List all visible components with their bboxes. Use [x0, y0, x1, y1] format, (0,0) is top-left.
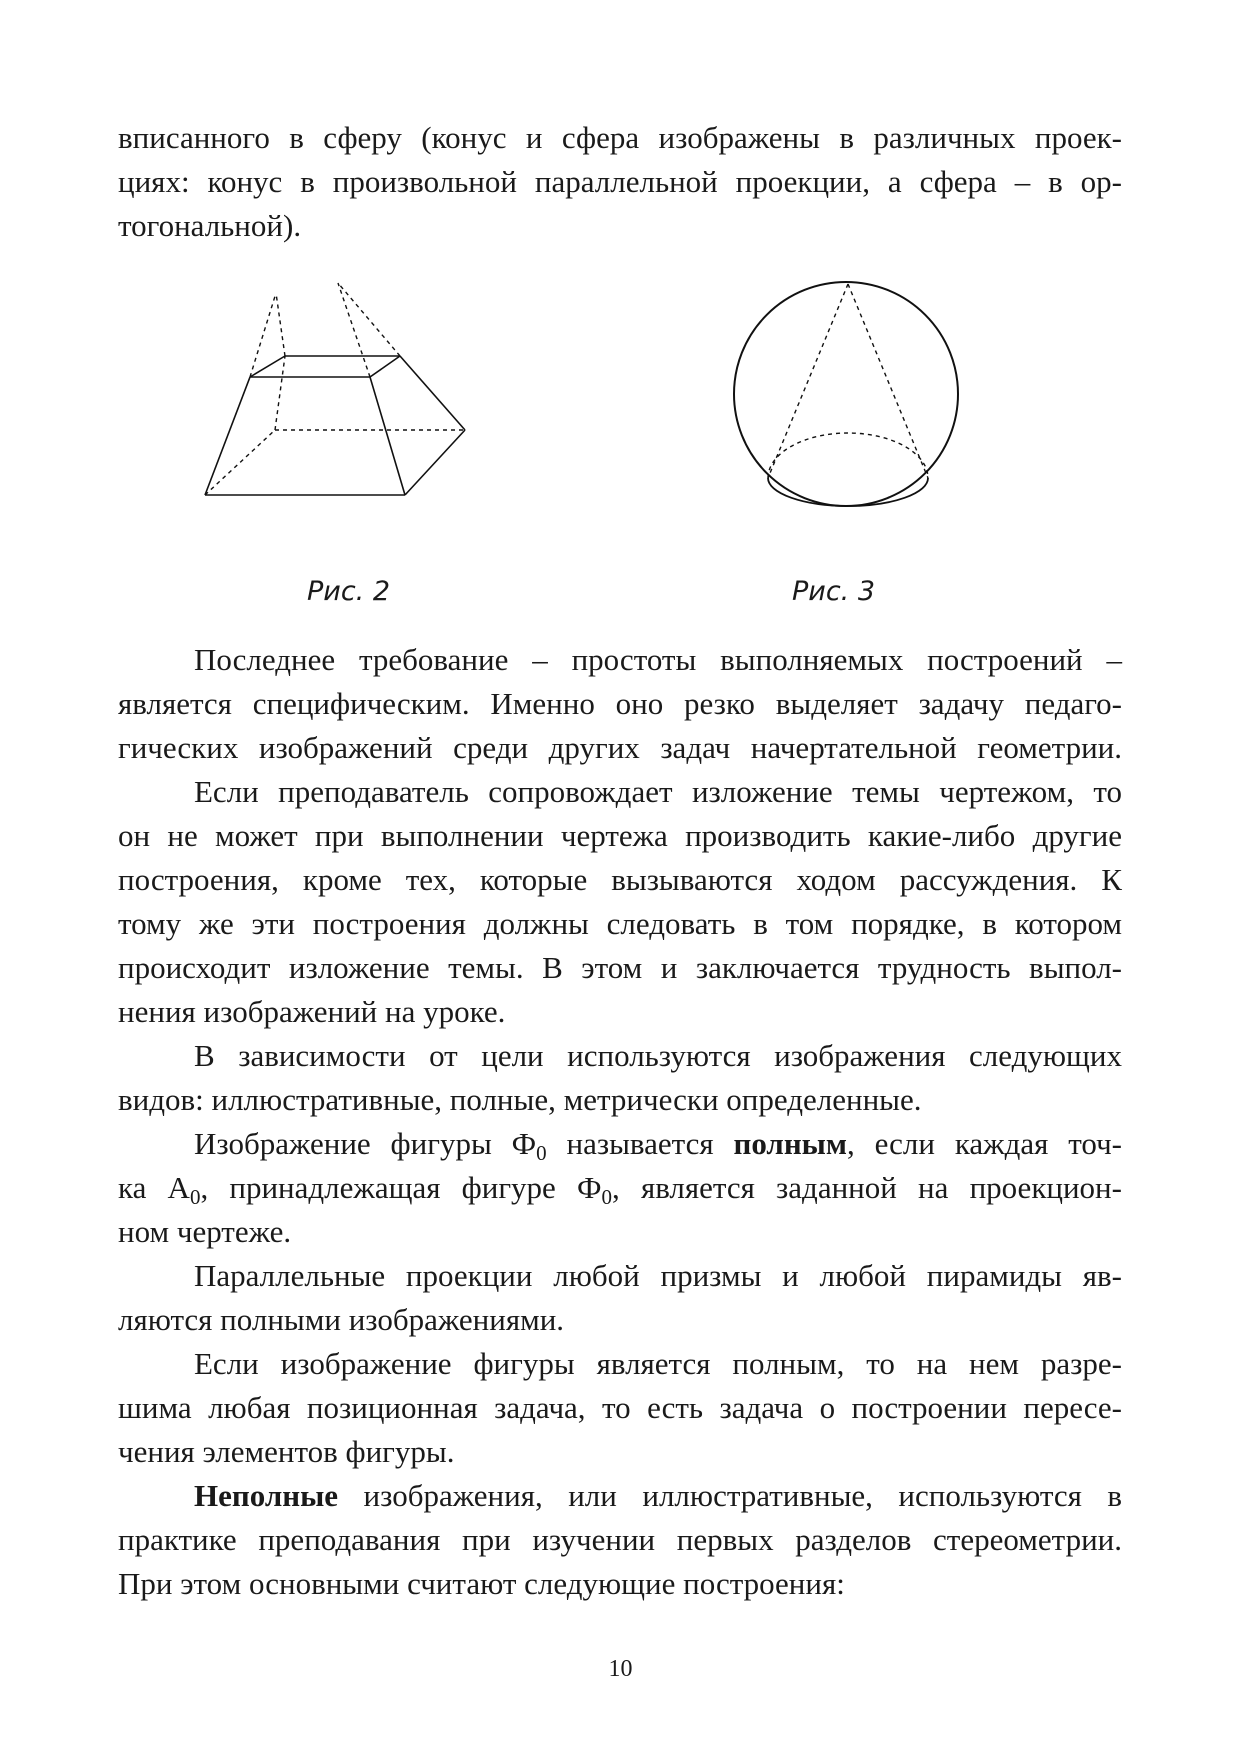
subscript-zero: 0 — [601, 1185, 612, 1209]
fig3-cone-base-hidden — [768, 433, 928, 478]
p2-line-6: нения изображений на уроке. — [118, 994, 506, 1029]
subscript-zero: 0 — [536, 1141, 547, 1165]
p4-text: Изображение фигуры Ф — [194, 1126, 537, 1161]
subscript-zero: 0 — [189, 1185, 201, 1209]
p4-text: ка А — [118, 1170, 190, 1205]
p4-text: называется — [546, 1126, 734, 1161]
p5-line-1: Параллельные проекции любой призмы и любой пирамиды яв- — [194, 1258, 1122, 1293]
p4-line-2 — [118, 1166, 1122, 1210]
bold-term-incomplete: Неполные — [194, 1478, 339, 1513]
p7-text: изображения, или иллюстративные, используются в — [338, 1478, 1122, 1513]
p4-text: , принадлежащая фигуре Ф — [200, 1170, 602, 1205]
page-number: 10 — [608, 1656, 633, 1682]
p7-line-3: При этом основными считают следующие построения: — [118, 1566, 845, 1601]
p2-line-2: он не может при выполнении чертежа производить какие-либо другие — [118, 818, 1122, 853]
p1-line-2: является специфическим. Именно оно резко выделяет задачу педаго- — [118, 686, 1122, 721]
p2-line-3: построения, кроме тех, которые вызываются ходом рассуждения. К — [118, 862, 1122, 897]
p4-text: , является заданной на проекцион- — [612, 1170, 1122, 1205]
figure-2-caption: Рис. 2 — [307, 576, 391, 607]
p5-line-2: ляются полными изображениями. — [118, 1302, 565, 1337]
p7-line-1 — [118, 1474, 1122, 1518]
p3-line-1: В зависимости от цели используются изображения следующих — [194, 1038, 1122, 1073]
p1-line-1: Последнее требование – простоты выполняемых построений – — [194, 642, 1122, 677]
fig3-cone-generatrix — [848, 284, 928, 478]
intro-line-2: циях: конус в произвольной параллельной проекции, а сфера – в ор- — [118, 164, 1122, 199]
fig3-sphere — [734, 282, 958, 506]
p6-line-2: шима любая позиционная задача, то есть задача о построении пересе- — [118, 1390, 1122, 1425]
p1-line-3: гических изображений среди других задач начертательной геометрии. — [118, 730, 1122, 765]
p2-line-1: Если преподаватель сопровождает изложение темы чертежом, то — [194, 774, 1122, 809]
p2-line-5: происходит изложение темы. В этом и заключается трудность выпол- — [118, 950, 1122, 985]
intro-line-3: тогональной). — [118, 208, 302, 243]
p4-line-1 — [118, 1122, 1122, 1166]
intro-line-1: вписанного в сферу (конус и сфера изображены в различных проек- — [118, 120, 1122, 155]
fig3-cone-generatrix — [768, 284, 848, 478]
p7-line-2: практике преподавания при изучении первых разделов стереометрии. — [118, 1522, 1122, 1557]
figure-3-caption: Рис. 3 — [792, 576, 876, 607]
p3-line-2: видов: иллюстративные, полные, метрически определенные. — [118, 1082, 922, 1117]
p4-text: , если каждая точ- — [847, 1126, 1122, 1161]
p4-line-3: ном чертеже. — [118, 1214, 292, 1249]
p2-line-4: тому же эти построения должны следовать в том порядке, в котором — [118, 906, 1122, 941]
p6-line-3: чения элементов фигуры. — [118, 1434, 455, 1469]
p6-line-1: Если изображение фигуры является полным, то на нем разре- — [194, 1346, 1122, 1381]
bold-term-full: полным — [733, 1126, 847, 1161]
